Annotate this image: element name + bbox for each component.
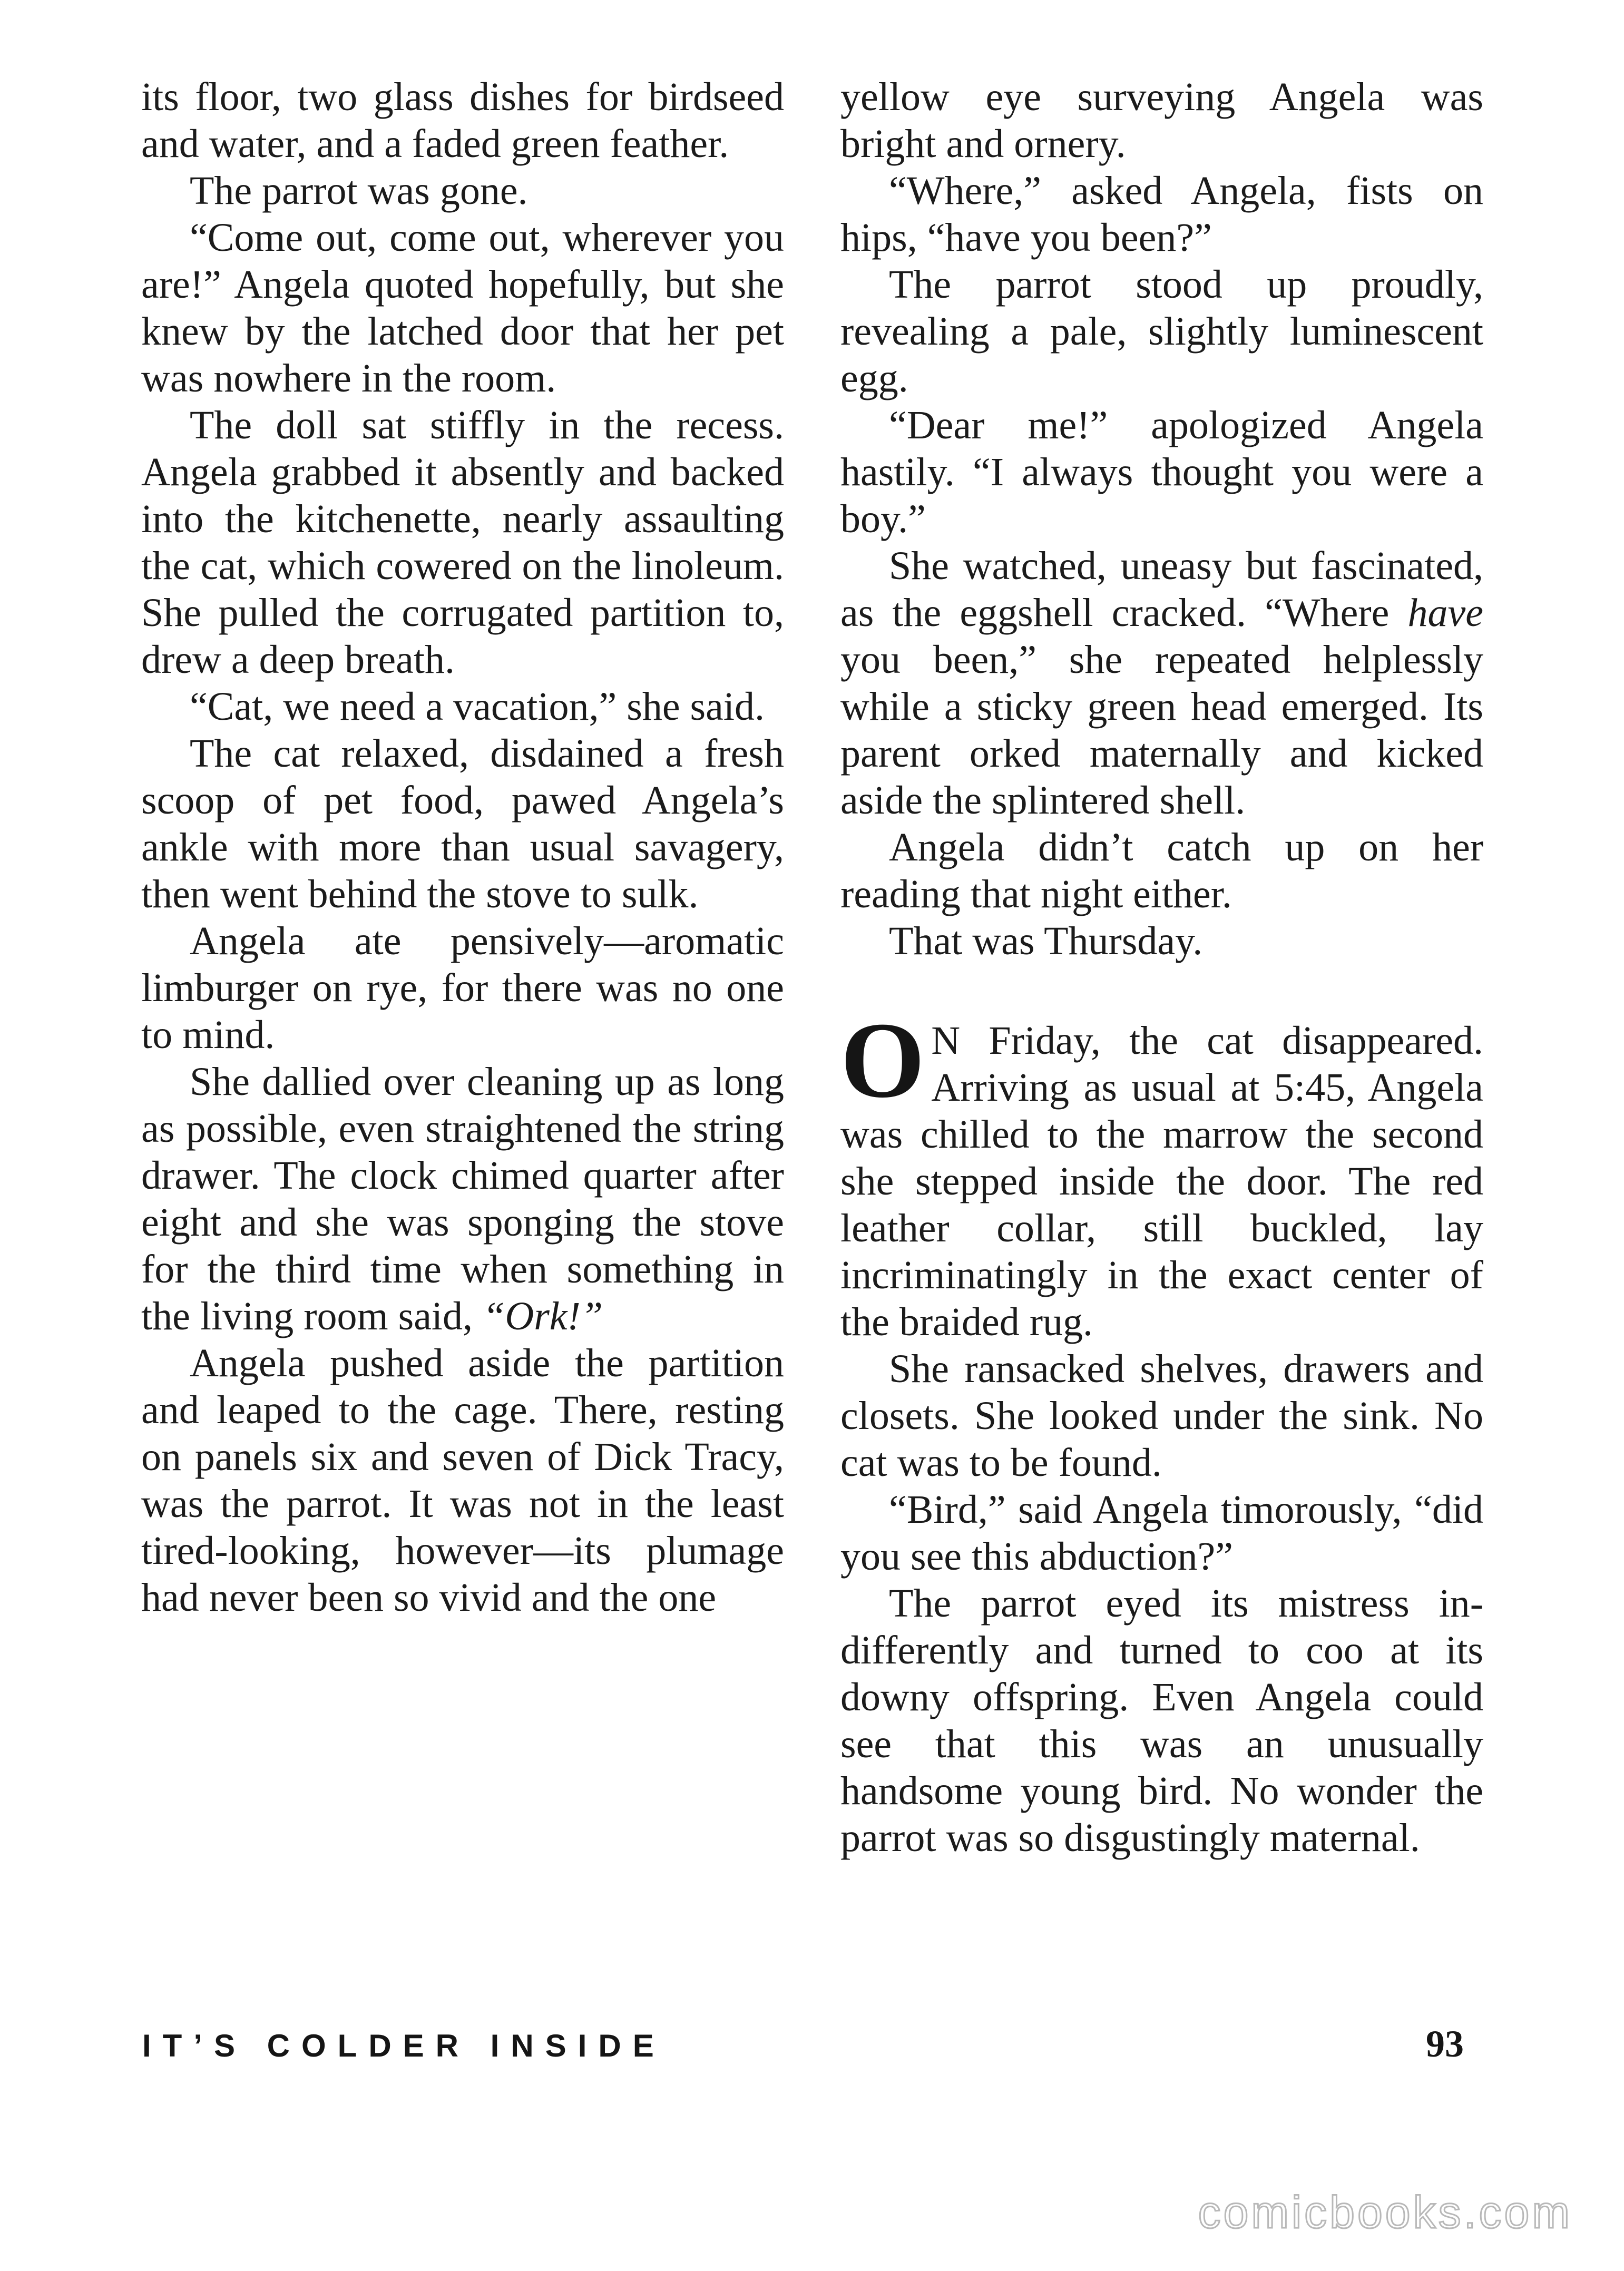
drop-cap: O [840,1000,925,1120]
paragraph-text: N Friday, the cat disappeared. Arriving as usual at 5:45, Angela was chilled to the marrow the second she stepped inside the door. The red leather collar, still buckled, lay incriminatingly in the exact center of the braided rug. [840,1019,1483,1344]
paragraph: The parrot was gone. [190,169,528,213]
emphasis-have: have [1407,591,1484,635]
paragraph: She ransacked shelves, drawers and closets. She looked under the sink. No cat was to be found. [840,1347,1483,1485]
page-number: 93 [1426,2023,1464,2065]
watermark: comicbooks.com [1198,2187,1572,2238]
paragraph: its floor, two glass dishes for birdseed and water, and a faded green feather. [141,75,784,166]
paragraph: The parrot eyed its mistress indifferently and turned to coo at its downy offspring. Even Angela could see that this was an unusually handsome young bird. No wonder the parrot was so disgustingly maternal. [840,1581,1483,1860]
paragraph-text: “Where [1265,591,1390,635]
paragraph: yellow eye surveying Angela was bright and ornery. [840,75,1483,166]
paragraph-text: She watched, uneasy but fascinated, as the eggshell cracked. [840,544,1483,635]
ork-quote: “Ork!” [483,1294,603,1338]
paragraph: “Cat, we need a vacation,” she said. [190,684,765,729]
paragraph: Angela ate pensively—aromatic limburger on rye, for there was no one to mind. [141,919,784,1057]
section-lead-paragraph [840,1000,1483,1346]
paragraph: “Dear me!” apologized Angela hastily. “I always thought you were a boy.” [840,403,1483,541]
paragraph: Angela pushed aside the partition and leaped to the cage. There, resting on panels six and seven of Dick Tracy, was the parrot. It was not in the least tired-looking, however—its plumage had never been so vivid and the one [141,1341,784,1620]
paragraph: That was Thursday. [889,919,1203,963]
left-column [141,74,784,1621]
paragraph: The doll sat stiffly in the recess. Angela grabbed it absently and backed into the kitchenette, nearly assaulting the cat, which cowered on the linoleum. She pulled the corrugated partition to, drew a deep breath. [141,403,784,682]
paragraph: The cat relaxed, disdained a fresh scoop of pet food, pawed Angela’s ankle with more than usual savagery, then went behind the stove to sulk. [141,731,784,916]
paragraph: The parrot stood up proudly, revealing a pale, slightly luminescent egg. [840,262,1483,400]
paragraph: “Where,” asked Angela, fists on hips, “have you been?” [840,169,1483,260]
paragraph-text: you been,” she repeated helplessly while a sticky green head emerged. Its parent orked maternally and kicked aside the splintered shell. [840,638,1483,823]
paragraph: Angela didn’t catch up on her reading that night either. [840,825,1483,916]
paragraph [840,543,1483,824]
paragraph-text: She dallied over cleaning up as long as possible, even straightened the string drawer. The clock chimed quarter after eight and she was sponging the stove for the third time when something in the living room said, [141,1060,784,1338]
paragraph: “Bird,” said Angela timorously, “did you see this abduction?” [840,1487,1483,1579]
paragraph [141,1059,784,1340]
right-column [840,74,1483,1862]
paragraph: “Come out, come out, wherever you are!” Angela quoted hopefully, but she knew by the latched door that her pet was nowhere in the room. [141,216,784,400]
running-footer-title: IT’S COLDER INSIDE [142,2028,666,2063]
